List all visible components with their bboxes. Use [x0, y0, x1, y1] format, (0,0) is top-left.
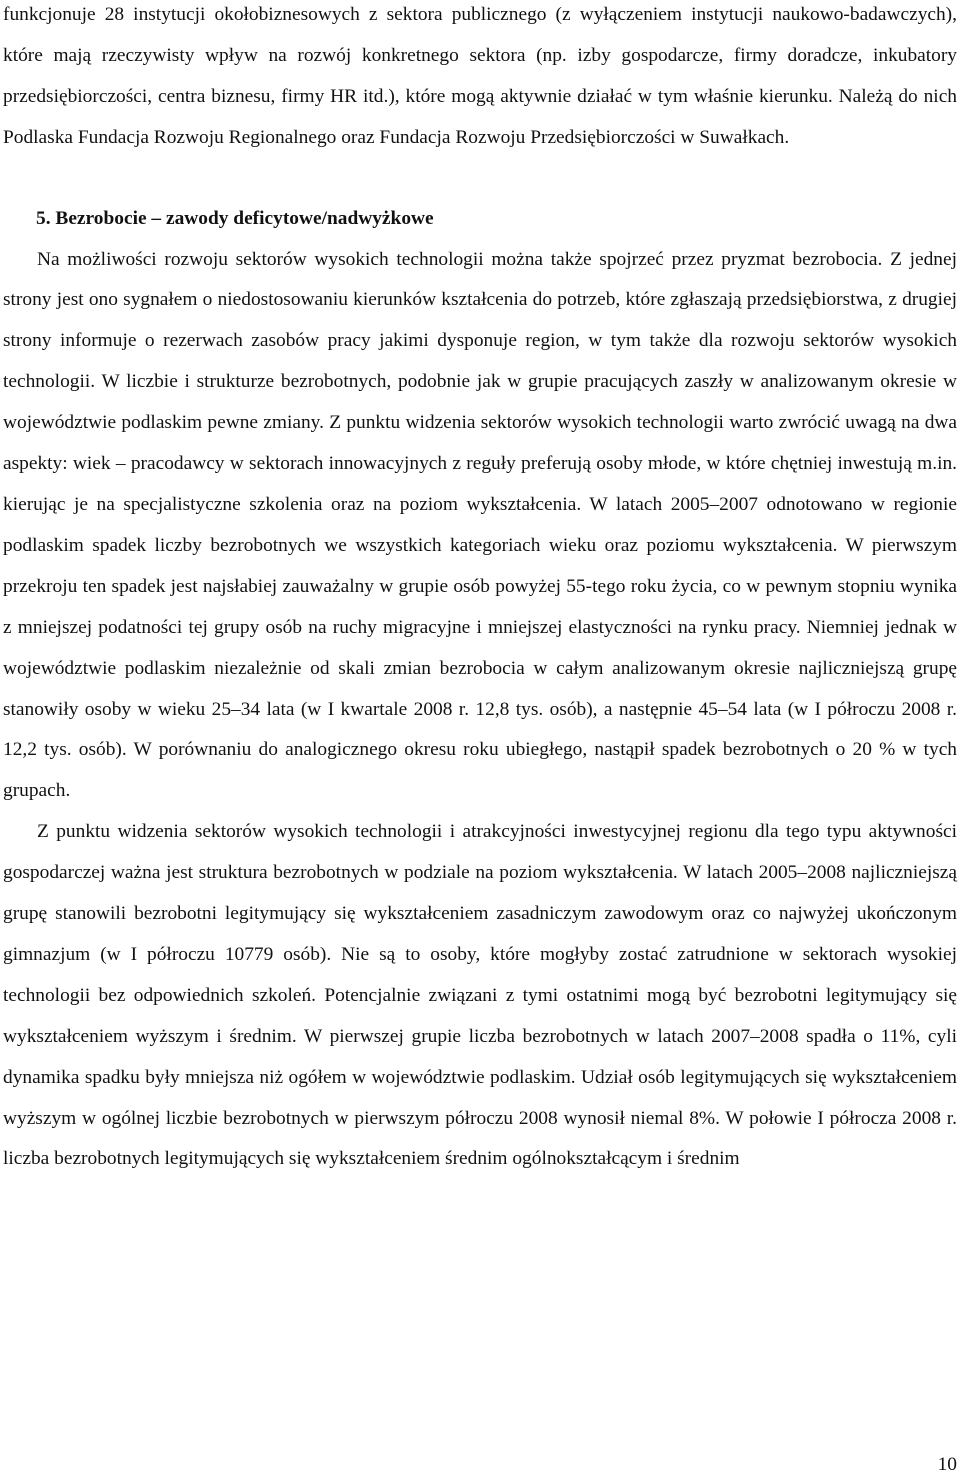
page-content [3, 0, 957, 1180]
section-heading: 5. Bezrobocie – zawody deficytowe/nadwyżkowe [36, 207, 434, 229]
intro-paragraph: funkcjonuje 28 instytucji okołobiznesowych z sektora publicznego (z wyłączeniem instytucji naukowo-badawczych), które mają rzeczywisty wpływ na rozwój konkretnego sektora (np. izby gospodarcze, firmy doradcze, inkubatory przedsiębiorczości, centra biznesu, firmy HR itd.), które mogą aktywnie działać w tym właśnie kierunku. Należą do nich Podlaska Fundacja Rozwoju Regionalnego oraz Fundacja Rozwoju Przedsiębiorczości w Suwałkach. [3, 4, 957, 148]
page-number: 10 [937, 1454, 957, 1475]
section-paragraph-2: Z punktu widzenia sektorów wysokich technologii i atrakcyjności inwestycyjnej regionu dla tego typu aktywności gospodarczej ważna jest struktura bezrobotnych w podziale na poziom wykształcenia. W latach 2005–2008 najliczniejszą grupę stanowili bezrobotni legitymujący się wykształceniem zasadniczym zawodowym oraz co najwyżej ukończonym gimnazjum (w I półroczu 10779 osób). Nie są to osoby, które mogłyby zostać zatrudnione w sektorach wysokiej technologii bez odpowiednich szkoleń. Potencjalnie związani z tymi ostatnimi mogą być bezrobotni legitymujący się wykształceniem wyższym i średnim. W pierwszej grupie liczba bezrobotnych w latach 2007–2008 spadła o 11%, cyli dynamika spadku były mniejsza niż ogółem w województwie podlaskim. Udział osób legitymujących się wykształceniem wyższym w ogólnej liczbie bezrobotnych w pierwszym półroczu 2008 wynosił niemal 8%. W połowie I półrocza 2008 r. liczba bezrobotnych legitymujących się wykształceniem średnim ogólnokształcącym i średnim [3, 821, 957, 1170]
section-paragraph-1: Na możliwości rozwoju sektorów wysokich technologii można także spojrzeć przez pryzmat bezrobocia. Z jednej strony jest ono sygnałem o niedostosowaniu kierunków kształcenia do potrzeb, które zgłaszają przedsiębiorstwa, z drugiej strony informuje o rezerwach zasobów pracy jakimi dysponuje region, w tym także dla rozwoju sektorów wysokich technologii. W liczbie i strukturze bezrobotnych, podobnie jak w grupie pracujących zaszły w analizowanym okresie w województwie podlaskim pewne zmiany. Z punktu widzenia sektorów wysokich technologii warto zwrócić uwagą na dwa aspekty: wiek – pracodawcy w sektorach innowacyjnych z reguły preferują osoby młode, w które chętniej inwestują m.in. kierując je na specjalistyczne szkolenia oraz na poziom wykształcenia. W latach 2005–2007 odnotowano w regionie podlaskim spadek liczby bezrobotnych we wszystkich kategoriach wieku oraz poziomu wykształcenia. W pierwszym przekroju ten spadek jest najsłabiej zauważalny w grupie osób powyżej 55-tego roku życia, co w pewnym stopniu wynika z mniejszej podatności tej grupy osób na ruchy migracyjne i mniejszej elastyczności na rynku pracy. Niemniej jednak w województwie podlaskim niezależnie od skali zmian bezrobocia w całym analizowanym okresie najliczniejszą grupę stanowiły osoby w wieku 25–34 lata (w I kwartale 2008 r. 12,8 tys. osób), a następnie 45–54 lata (w I półroczu 2008 r. 12,2 tys. osób). W porównaniu do analogicznego okresu roku ubiegłego, nastąpił spadek bezrobotnych o 20 % w tych grupach. [3, 248, 957, 802]
